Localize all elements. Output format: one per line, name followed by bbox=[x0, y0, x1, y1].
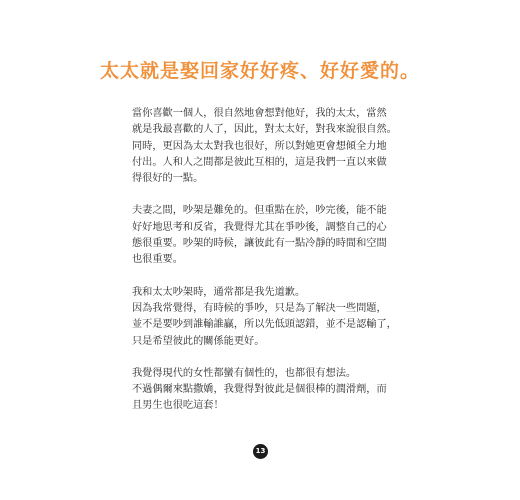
text-line: 不過偶爾來點撒嬌，我覺得對彼此是個很棒的潤滑劑，而 bbox=[132, 384, 387, 396]
paragraph bbox=[132, 285, 397, 350]
text-line: 只是希望彼此的關係能更好。 bbox=[132, 335, 265, 347]
paragraph bbox=[132, 203, 394, 268]
page-title: 太太就是娶回家好好疼、好好愛的。 bbox=[99, 60, 420, 82]
text-line: 夫妻之間，吵架是難免的。但重點在於，吵完後，能不能 bbox=[132, 205, 387, 217]
page-number-badge: 13 bbox=[253, 444, 268, 459]
text-line: 得很好的一點。 bbox=[132, 173, 204, 185]
text-line: 且男生也很吃這套！ bbox=[132, 400, 224, 412]
paragraph bbox=[132, 106, 397, 187]
text-line: 我覺得現代的女性都蠻有個性的，也都很有想法。 bbox=[132, 367, 357, 379]
text-line: 就是我最喜歡的人了，因此，對太太好，對我來說很自然。 bbox=[132, 124, 397, 136]
text-line: 當你喜歡一個人，很自然地會想對他好，我的太太，當然 bbox=[132, 108, 387, 119]
text-line: 因為我常覺得，有時候的爭吵，只是為了解決一些問題， bbox=[132, 302, 387, 314]
text-line: 並不是要吵到誰輸誰贏，所以先低頭認錯，並不是認輸了， bbox=[132, 319, 397, 331]
text-line: 我和太太吵架時，通常都是我先道歉。 bbox=[132, 286, 306, 298]
text-line: 同時，更因為太太對我也很好，所以對她更會想傾全力地 bbox=[132, 140, 387, 152]
text-line: 付出。人和人之間都是彼此互相的，這是我們一直以來做 bbox=[132, 156, 387, 168]
text-line: 態很重要。吵架的時候，讓彼此有一點冷靜的時間和空間 bbox=[132, 238, 387, 250]
text-line: 也很重要。 bbox=[132, 254, 183, 266]
paragraph bbox=[132, 366, 394, 415]
text-line: 好好地思考和反省，我覺得尤其在爭吵後，調整自己的心 bbox=[132, 221, 387, 233]
body-text bbox=[132, 106, 397, 431]
